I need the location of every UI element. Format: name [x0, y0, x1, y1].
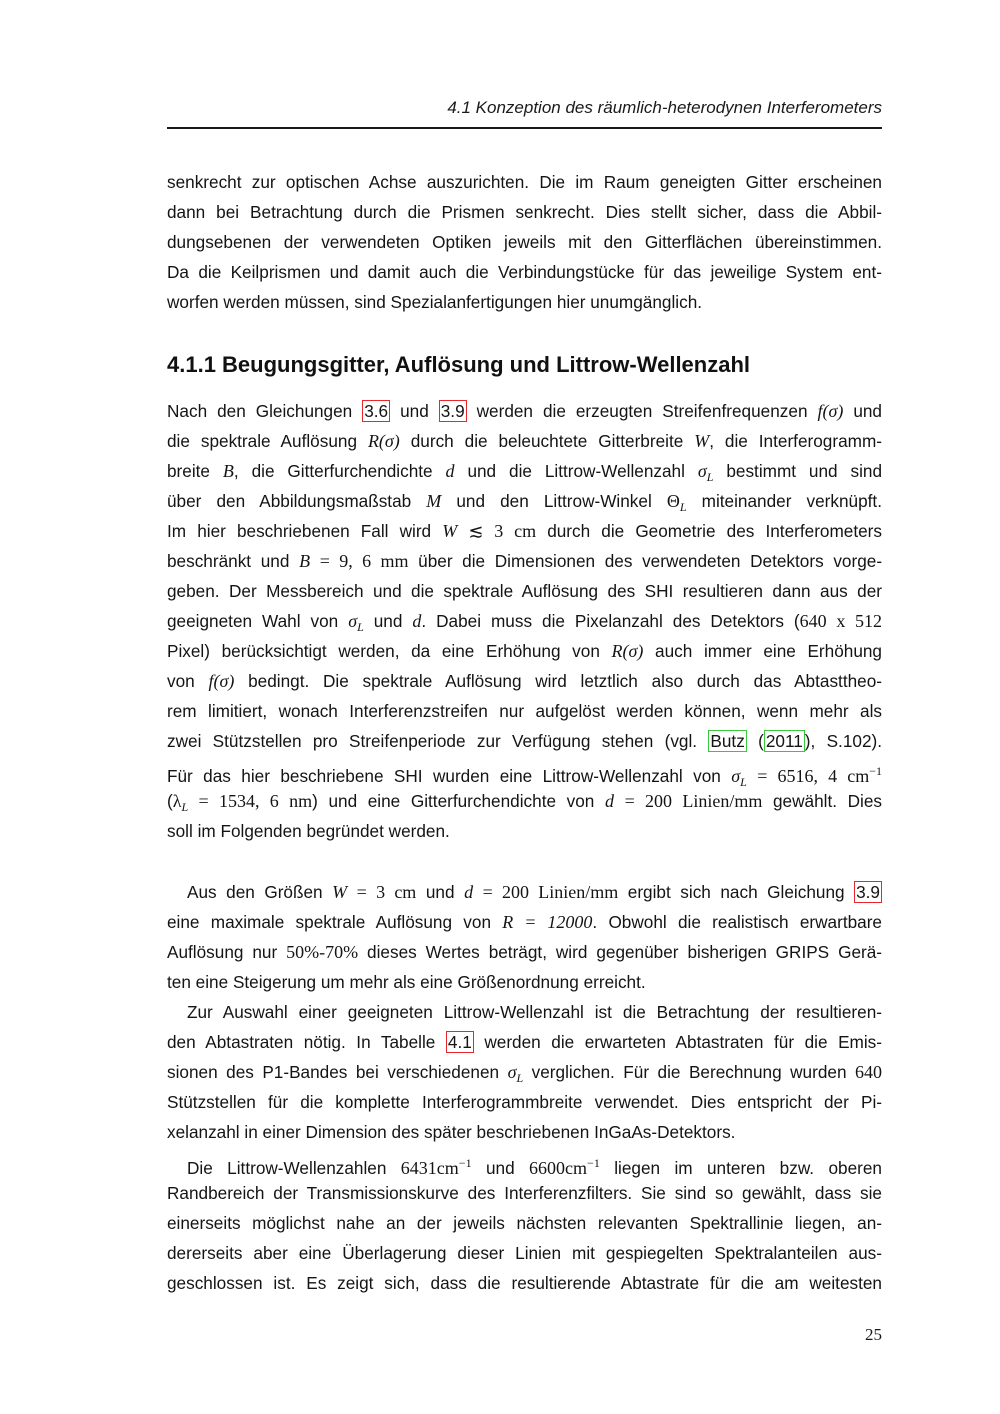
text-line: sionen des P1-Bandes bei verschiedenen $\sigma_L$ verglichen. Für die Berechnung wurden 640 [167, 1062, 883, 1085]
text-line: ten eine Steigerung um mehr als eine Größenordnung erreicht. [167, 972, 646, 992]
text-line: geben. Der Messbereich und die spektrale Auflösung des SHI resultieren dann aus der [167, 581, 882, 601]
text-line: beschränkt und B = 9, 6 mm über die Dimensionen des verwendeten Detektors vorge- [167, 551, 883, 571]
text-line: die spektrale Auflösung R(σ) durch die beleuchtete Gitterbreite W, die Interferogramm- [167, 431, 882, 451]
text-line: Auflösung nur 50%-70% dieses Wertes beträgt, wird gegenüber bisherigen GRIPS Gerä- [167, 942, 883, 962]
text-line: den Abtastraten nötig. In Tabelle 4.1 werden die erwarteten Abtastraten für die Emis- [167, 1032, 882, 1052]
text-line: geschlossen ist. Es zeigt sich, dass die resultierende Abtastrate für die am weitesten [167, 1273, 882, 1293]
text-line: dererseits aber eine Überlagerung dieser Linien mit gespiegelten Spektralanteilen aus- [167, 1243, 882, 1263]
header-rule [167, 127, 882, 129]
text-line: Randbereich der Transmissionskurve des Interferenzfilters. Sie sind so gewählt, dass sie [167, 1183, 882, 1203]
text-line: Da die Keilprismen und damit auch die Verbindungstücke für das jeweilige System ent- [167, 262, 882, 282]
text-line: senkrecht zur optischen Achse auszurichten. Die im Raum geneigten Gitter erscheinen [167, 172, 882, 192]
text-line: dungsebenen der verwendeten Optiken jeweils mit den Gitterflächen übereinstimmen. [167, 232, 882, 252]
text-line: Zur Auswahl einer geeigneten Littrow-Wellenzahl ist die Betrachtung der resultieren- [187, 1002, 882, 1022]
text-line: Stützstellen für die komplette Interferogrammbreite verwendet. Dies entspricht der Pi- [167, 1092, 882, 1112]
text-line: soll im Folgenden begründet werden. [167, 821, 450, 841]
citation-link[interactable]: Butz [710, 731, 745, 751]
text-line: einerseits möglichst nahe an der jeweils nächsten relevanten Spektrallinie liegen, an- [167, 1213, 882, 1233]
text-line: Aus den Größen W = 3 cm und d = 200 Linien/mm ergibt sich nach Gleichung 3.9 [187, 882, 880, 902]
table-link[interactable]: 4.1 [447, 1032, 472, 1052]
text-line: Die Littrow-Wellenzahlen $6431cm^{-1}$ und $6600cm^{-1}$ liegen im unteren bzw. oberen [187, 1156, 882, 1178]
text-line: Für das hier beschriebene SHI wurden eine Littrow-Wellenzahl von $\sigma_L = 6516$, 4 $cm^{-1}$ [167, 764, 882, 789]
text-line: rem limitiert, wonach Interferenzstreifen nur aufgelöst werden können, wenn mehr als [167, 701, 882, 721]
page-number: 25 [865, 1325, 882, 1344]
text-line: von f(σ) bedingt. Die spektrale Auflösung wird letztlich also durch das Abtasttheo- [167, 671, 882, 691]
text-line: eine maximale spektrale Auflösung von R = 12000. Obwohl die realistisch erwartbare [167, 912, 882, 932]
text-line: dann bei Betrachtung durch die Prismen senkrecht. Dies stellt sicher, dass die Abbil- [167, 202, 882, 222]
text-line: ($\lambda_L = 1534$, 6 nm) und eine Gitterfurchendichte von d = 200 Linien/mm gewählt. Dies [167, 791, 882, 814]
section-heading: 4.1.1 Beugungsgitter, Auflösung und Littrow-Wellenzahl [167, 352, 751, 377]
text-line: zwei Stützstellen pro Streifenperiode zur Verfügung stehen (vgl. Butz ( 2011 ), S.102). [167, 731, 883, 751]
citation-year-link[interactable]: 2011 [765, 731, 803, 751]
text-line: breite B, die Gitterfurchendichte d und die Littrow-Wellenzahl $\sigma_L$ bestimmt und sind [167, 461, 883, 484]
equation-link[interactable]: 3.9 [440, 401, 465, 421]
running-header: 4.1 Konzeption des räumlich-heterodynen Interferometers [447, 98, 882, 117]
text-line: Im hier beschriebenen Fall wird W ≲ 3 cm durch die Geometrie des Interferometers [167, 521, 883, 541]
equation-link[interactable]: 3.9 [856, 882, 880, 902]
text-line: über den Abbildungsmaßstab M und den Littrow-Winkel $\Theta_L$ miteinander verknüpft. [167, 491, 882, 514]
text-line: geeigneten Wahl von $\sigma_L$ und d. Dabei muss die Pixelanzahl des Detektors (640 x 512 [167, 611, 883, 634]
text-line: Pixel) berücksichtigt werden, da eine Erhöhung von R(σ) auch immer eine Erhöhung [167, 641, 882, 661]
text-line: xelanzahl in einer Dimension des später beschriebenen InGaAs-Detektors. [167, 1122, 736, 1142]
text-line: Nach den Gleichungen 3.6 und 3.9 werden die erzeugten Streifenfrequenzen f(σ) und [167, 401, 882, 421]
equation-link[interactable]: 3.6 [364, 401, 389, 421]
text-line: worfen werden müssen, sind Spezialanfertigungen hier unumgänglich. [167, 292, 703, 312]
